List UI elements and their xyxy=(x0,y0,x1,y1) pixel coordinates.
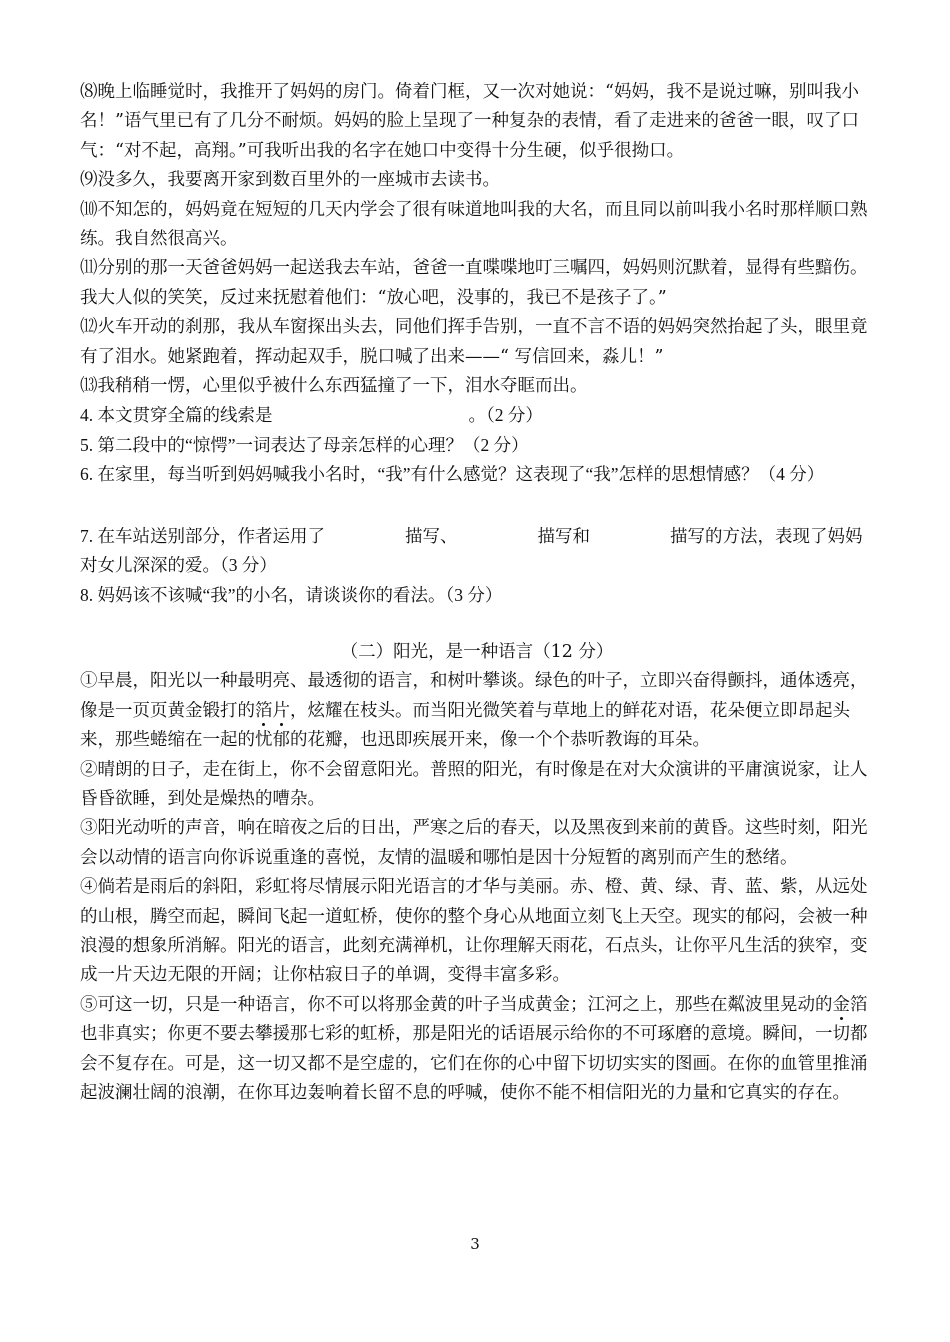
essay-paragraph-3: ③阳光动听的声音，响在暗夜之后的日出，严寒之后的春天，以及黑夜到来前的黄昏。这些时刻，阳光会以动情的语言向你诉说重逢的喜悦，友情的温暖和哪怕是因十分短暂的离别而产生的愁绪。 xyxy=(80,818,868,868)
essay-paragraph-4: ④倘若是雨后的斜阳，彩虹将尽情展示阳光语言的才华与美丽。赤、橙、黄、绿、青、蓝、紫，从远处的山根，腾空而起，瞬间飞起一道虹桥，使你的整个身心从地面立刻飞上天空。现实的郁闷，会被一种浪漫的想象所消解。阳光的语言，此刻充满禅机，让你理解天雨花，石点头，让你平凡生活的狭窄，变成一片天边无限的开阔；让你枯寂日子的单调，变得丰富多彩。 xyxy=(80,877,868,986)
emphasis-char: 片 xyxy=(272,700,290,721)
answer-space xyxy=(80,610,874,638)
story-paragraph-10: ⑽不知怎的，妈妈竟在短短的几天内学会了很有味道地叫我的大名，而且同以前叫我小名时那样顺口熟练。我自然很高兴。 xyxy=(80,199,868,250)
essay-paragraph-1-text-b: ，炫耀在枝头。而当阳光微笑着与草地上的鲜花对语，花朵便立即昂起头来，那些蜷缩在一起的忧郁的花瓣，也迅即疾展开来，像一个个恭听教诲的耳朵。 xyxy=(80,700,850,751)
essay-paragraph-5 xyxy=(80,991,874,1109)
story-paragraph-12: ⑿火车开动的刹那，我从车窗探出头去，同他们挥手告别，一直不言不语的妈妈突然抬起了头，眼里竟有了泪水。她紧跑着，挥动起双手，脱口喊了出来——“ 写信回来，淼儿！” xyxy=(80,317,868,367)
essay-paragraph-5-text-b: 箔也非真实；你更不要去攀援那七彩的虹桥，那是阳光的话语展示给你的不可琢磨的意境。瞬间，一切都会不复存在。可是，这一切又都不是空虚的，它们在你的心中留下切切实实的图画。在你的血管里推涌起波澜壮阔的浪潮，在你耳边轰响着长留不息的呼喊，使你不能不相信阳光的力量和它真实的存在。 xyxy=(80,994,868,1103)
question-7-text-b: 描写、 xyxy=(405,525,458,546)
essay-paragraph-1-text-a: ①早晨，阳光以一种最明亮、最透彻的语言，和树叶攀谈。绿色的叶子，立即兴奋得颤抖，通体透亮，像是一页页黄金锻打的 xyxy=(80,671,868,721)
page-content xyxy=(80,78,874,1108)
section-title: （二）阳光，是一种语言（12 分） xyxy=(340,641,614,662)
emphasis-char: 箔 xyxy=(255,700,273,721)
emphasis-char: 金 xyxy=(832,994,850,1015)
story-paragraph-11: ⑾分别的那一天爸爸妈妈一起送我去车站，爸爸一直喋喋地叮三嘱四，妈妈则沉默着，显得有些黯伤。我大人似的笑笑，反过来抚慰着他们：“放心吧，没事的，我已不是孩子了。” xyxy=(80,258,868,308)
question-4-text: 4. 本文贯穿全篇的线索是 xyxy=(80,405,273,426)
page-number: 3 xyxy=(470,1235,480,1253)
question-7-text-c: 描写和 xyxy=(537,525,590,546)
question-4-score: 。（2 分） xyxy=(468,405,543,426)
question-4 xyxy=(80,401,874,430)
question-8: 8. 妈妈该不该喊“我”的小名，请谈谈你的看法。（3 分） xyxy=(80,584,503,605)
question-7 xyxy=(80,522,874,581)
story-paragraph-13: ⒀我稍稍一愣，心里似乎被什么东西猛撞了一下，泪水夺眶而出。 xyxy=(80,376,588,397)
question-7-text-a: 7. 在车站送别部分，作者运用了 xyxy=(80,525,325,546)
story-paragraph-8: ⑻晚上临睡觉时，我推开了妈妈的房门。倚着门框，又一次对她说：“妈妈，我不是说过嘛，别叫我小名！”语气里已有了几分不耐烦。妈妈的脸上呈现了一种复杂的表情，看了走进来的爸爸一眼，叹了口气：“对不起，高翔。”可我听出我的名字在她口中变得十分生硬，似乎很拗口。 xyxy=(80,82,859,161)
question-7-text-d: 描写的方法，表现了妈妈对女儿深深的爱。（3 分） xyxy=(80,525,863,576)
question-6: 6. 在家里，每当听到妈妈喊我小名时，“我”有什么感觉？这表现了“我”怎样的思想情感？（4 分） xyxy=(80,464,825,485)
story-paragraph-9: ⑼没多久，我要离开家到数百里外的一座城市去读书。 xyxy=(80,170,500,191)
essay-paragraph-1 xyxy=(80,667,874,755)
essay-paragraph-2: ②晴朗的日子，走在街上，你不会留意阳光。普照的阳光，有时像是在对大众演讲的平庸演说家，让人昏昏欲睡，到处是燥热的嘈杂。 xyxy=(80,759,868,809)
answer-space xyxy=(80,490,874,522)
question-5: 5. 第二段中的“惊愕”一词表达了母亲怎样的心理？（2 分） xyxy=(80,434,529,455)
essay-paragraph-5-text-a: ⑤可这一切，只是一种语言，你不可以将那金黄的叶子当成黄金；江河之上，那些在粼波里晃动的 xyxy=(80,994,833,1015)
